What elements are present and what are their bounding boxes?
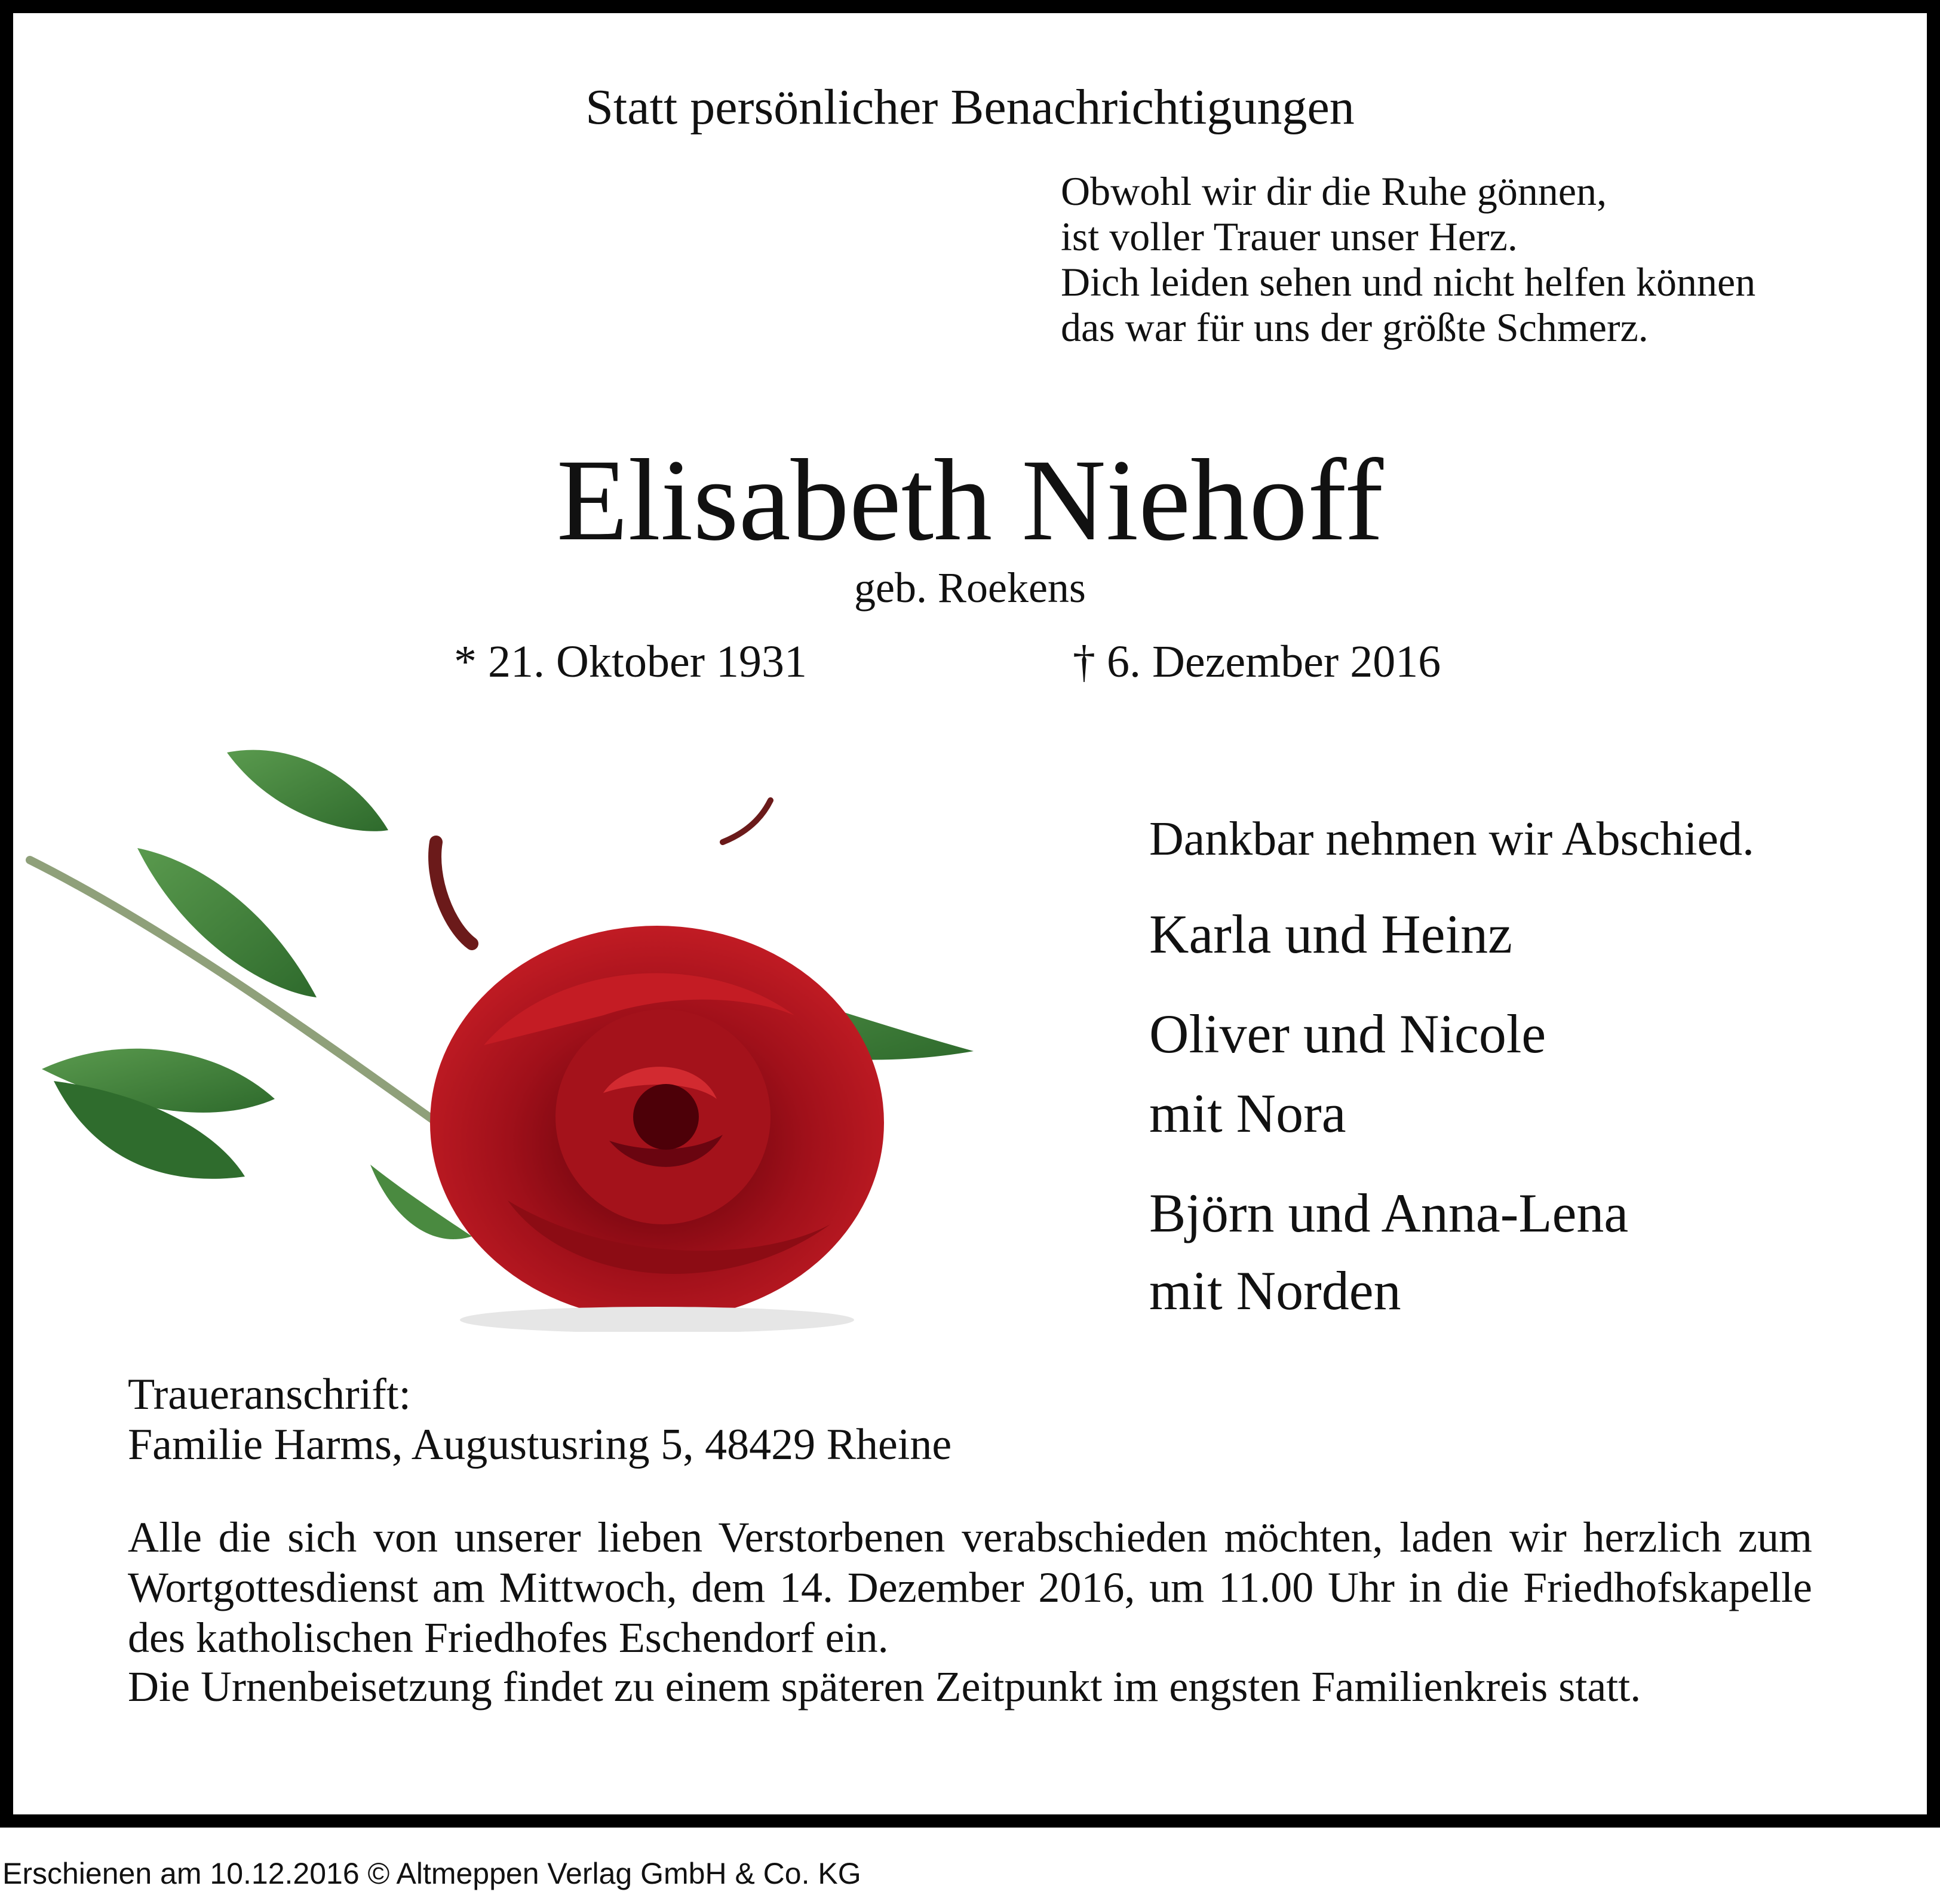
verse	[1061, 168, 1755, 350]
verse-line: Dich leiden sehen und nicht helfen können	[1061, 259, 1756, 305]
thanks-line: Dankbar nehmen wir Abschied.	[1149, 813, 1755, 865]
deceased-name: Elisabeth Niehoff	[556, 435, 1384, 565]
mourner-name: mit Norden	[1149, 1260, 1401, 1321]
maiden-name: geb. Roekens	[854, 564, 1086, 612]
address-line: Familie Harms, Augustusring 5, 48429 Rheine	[128, 1420, 952, 1469]
burial-note: Die Urnenbeisetzung findet zu einem späteren Zeitpunkt im engsten Familienkreis statt.	[128, 1663, 1641, 1710]
mourner-name: mit Nora	[1149, 1083, 1346, 1144]
header-notice: Statt persönlicher Benachrichtigungen	[585, 79, 1355, 135]
mourner-name: Karla und Heinz	[1149, 904, 1512, 965]
verse-line: Obwohl wir dir die Ruhe gönnen,	[1061, 168, 1607, 214]
mourner-name: Oliver und Nicole	[1149, 1003, 1546, 1064]
death-date: † 6. Dezember 2016	[1073, 637, 1441, 687]
address-label: Traueranschrift:	[128, 1370, 412, 1419]
verse-line: ist voller Trauer unser Herz.	[1061, 214, 1518, 259]
publication-credit: Erschienen am 10.12.2016 © Altmeppen Verlag GmbH & Co. KG	[2, 1857, 861, 1890]
red-rose-image	[18, 735, 1069, 1332]
birth-date: * 21. Oktober 1931	[454, 637, 808, 687]
mourner-name: Björn und Anna-Lena	[1149, 1183, 1629, 1243]
service-invitation: Alle die sich von unserer lieben Verstorbenen verabschieden möchten, laden wir herzlich zum Wortgottesdienst am Mittwoch, dem 14. Dezember 2016, um 11.00 Uhr in die Friedhofskapelle des katholischen Friedhofes Eschendorf ein.	[128, 1513, 1812, 1662]
verse-line: das war für uns der größte Schmerz.	[1061, 305, 1649, 350]
